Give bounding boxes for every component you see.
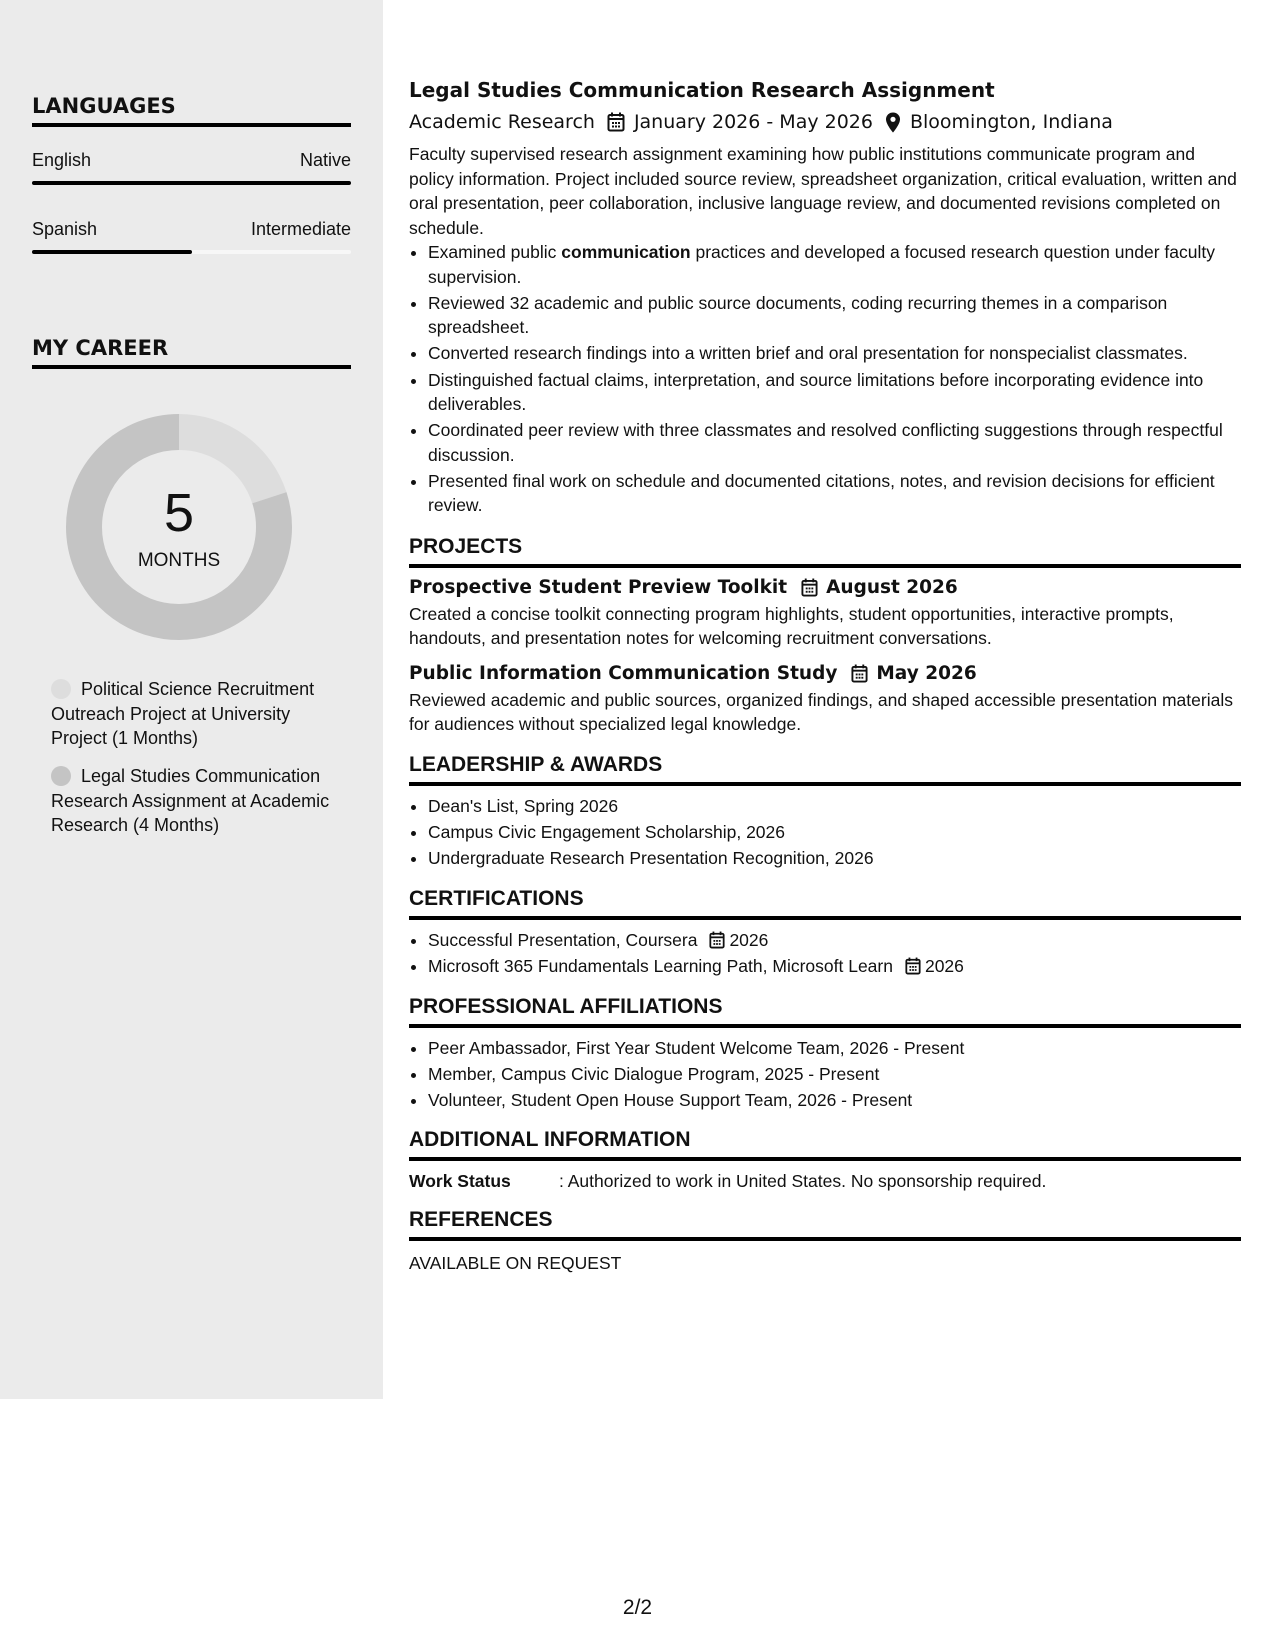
project-title: Public Information Communication Study (409, 662, 838, 684)
languages-section (32, 94, 351, 254)
calendar-icon (709, 931, 725, 949)
career-legend-label: Political Science Recruitment Outreach Project at University Project (1 Months) (51, 679, 315, 748)
language-name: English (32, 150, 92, 170)
work-status-row (409, 1171, 1241, 1192)
language-level: Intermediate (250, 219, 351, 239)
project-item (409, 577, 1241, 651)
page-number: 2/2 (622, 1596, 653, 1619)
list-item: • Campus Civic Engagement Scholarship, 2026 (428, 820, 1241, 845)
list-item: • Dean's List, Spring 2026 (428, 794, 1241, 819)
references-section (409, 1208, 1241, 1276)
language-proficiency-fill (32, 250, 192, 254)
certification-name: Successful Presentation, Coursera (428, 929, 698, 950)
affiliations-heading: PROFESSIONAL AFFILIATIONS (409, 995, 1241, 1028)
career-total-value: 5 (163, 483, 195, 543)
job-summary: Faculty supervised research assignment examining how public institutions communicate program and policy information. Project included source review, spreadsheet organization, critical evaluation, written and oral presentation, peer collaboration, inclusive language review, and documented revisions completed on schedule. (409, 144, 1237, 238)
affiliations-list (409, 1036, 1241, 1113)
main-content (409, 78, 1241, 1276)
list-item: • Converted research findings into a written brief and oral presentation for nonspecialist classmates. (428, 341, 1241, 366)
job-dates: January 2026 - May 2026 (633, 111, 873, 133)
work-status-label: Work Status (409, 1171, 511, 1192)
certification-year: 2026 (729, 929, 769, 950)
certifications-list (409, 928, 1241, 979)
language-name: Spanish (32, 219, 98, 239)
career-legend-item (51, 764, 341, 838)
career-legend-item (51, 677, 341, 751)
additional-info-section (409, 1128, 1241, 1192)
certification-name: Microsoft 365 Fundamentals Learning Path, Microsoft Learn (428, 956, 893, 976)
career-total-unit: MONTHS (137, 550, 221, 571)
certification-year: 2026 (924, 956, 964, 976)
calendar-icon (607, 112, 625, 132)
calendar-icon (905, 957, 921, 975)
affiliations-section (409, 995, 1241, 1113)
career-donut-chart (66, 414, 292, 640)
list-item (428, 240, 1241, 289)
list-item: • Undergraduate Research Presentation Recognition, 2026 (428, 846, 1241, 871)
list-item (428, 928, 1241, 953)
sidebar (0, 0, 383, 1399)
list-item: • Distinguished factual claims, interpretation, and source limitations before incorporating evidence into deliverables. (428, 368, 1241, 417)
leadership-list (409, 794, 1241, 871)
job-title: Legal Studies Communication Research Assignment (409, 78, 995, 102)
project-item (409, 663, 1241, 737)
work-status-value: : Authorized to work in United States. No sponsorship required. (559, 1171, 1047, 1192)
bullet-keyword: communication (561, 242, 691, 262)
list-item: • Peer Ambassador, First Year Student Welcome Team, 2026 - Present (428, 1036, 1241, 1061)
leadership-heading: LEADERSHIP & AWARDS (409, 753, 1241, 786)
list-item: • Reviewed 32 academic and public source documents, coding recurring themes in a comparison spreadsheet. (428, 291, 1241, 340)
location-pin-icon (885, 112, 901, 133)
career-section (32, 336, 351, 369)
project-date: May 2026 (876, 662, 977, 684)
languages-heading: LANGUAGES (32, 94, 351, 127)
experience-entry (409, 78, 1241, 518)
language-item (32, 150, 351, 185)
references-text: AVAILABLE ON REQUEST (409, 1253, 622, 1274)
bullet-text: Examined public (428, 242, 562, 262)
list-item: • Coordinated peer review with three classmates and resolved conflicting suggestions through respectful discussion. (428, 418, 1241, 467)
legend-dot (51, 679, 71, 699)
certifications-heading: CERTIFICATIONS (409, 887, 1241, 920)
bullet-text: practices and developed a focused research question under faculty supervision. (428, 242, 1215, 287)
language-level: Native (299, 150, 351, 170)
job-bullets (409, 240, 1241, 518)
language-item (32, 219, 351, 254)
language-proficiency-bar (32, 181, 351, 185)
language-proficiency-fill (32, 181, 351, 185)
job-meta (409, 111, 1241, 133)
language-proficiency-bar (32, 250, 351, 254)
calendar-icon (851, 664, 868, 683)
leadership-section (409, 753, 1241, 871)
legend-dot (51, 766, 71, 786)
project-description: Reviewed academic and public sources, organized findings, and shaped accessible presentation materials for audiences without specialized legal knowledge. (409, 689, 1233, 735)
list-item: • Volunteer, Student Open House Support Team, 2026 - Present (428, 1088, 1241, 1113)
job-location: Bloomington, Indiana (909, 111, 1113, 133)
project-date: August 2026 (826, 576, 958, 598)
projects-section (409, 535, 1241, 737)
list-item: • Presented final work on schedule and documented citations, notes, and revision decisions for efficient review. (428, 469, 1241, 518)
project-title: Prospective Student Preview Toolkit (409, 576, 788, 598)
references-heading: REFERENCES (409, 1208, 1241, 1241)
project-description: Created a concise toolkit connecting program highlights, student opportunities, interactive prompts, handouts, and presentation notes for welcoming recruitment conversations. (409, 603, 1174, 649)
projects-heading: PROJECTS (409, 535, 1241, 568)
list-item: • Member, Campus Civic Dialogue Program, 2025 - Present (428, 1062, 1241, 1087)
job-company: Academic Research (409, 111, 595, 133)
certifications-section (409, 887, 1241, 979)
calendar-icon (801, 578, 818, 597)
career-legend-label: Legal Studies Communication Research Assignment at Academic Research (4 Months) (51, 766, 330, 835)
list-item (428, 954, 1241, 979)
additional-info-heading: ADDITIONAL INFORMATION (409, 1128, 1241, 1161)
career-heading: MY CAREER (32, 336, 351, 369)
